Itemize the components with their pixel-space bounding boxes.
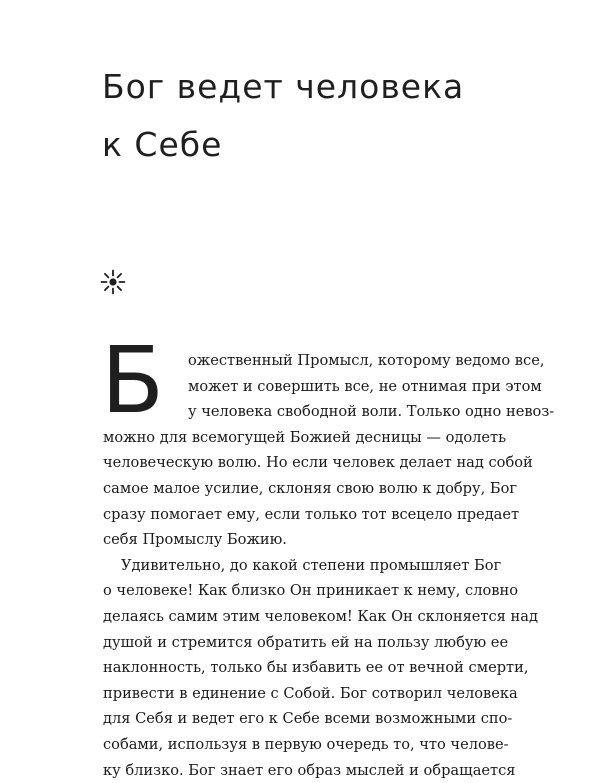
text-line: может и совершить все, не отнимая при этом <box>103 374 487 400</box>
text-line: сразу помогает ему, если только тот всецело предает <box>103 502 487 528</box>
chapter-title-line-2: к Себе <box>102 116 522 174</box>
drop-cap: Б <box>101 346 171 416</box>
text-line: у человека свободной воли. Только одно невоз- <box>103 399 487 425</box>
text-line: делаясь самим этим человеком! Как Он склоняется над <box>103 604 487 630</box>
text-line: собами, используя в первую очередь то, что челове- <box>103 732 487 758</box>
chapter-title <box>102 58 522 174</box>
text-line: привести в единение с Собой. Бог сотворил человека <box>103 681 487 707</box>
text-line: ку близко. Бог знает его образ мыслей и обращается <box>103 758 487 783</box>
text-line: для Себя и ведет его к Себе всеми возможными спо- <box>103 706 487 732</box>
text-line: себя Промыслу Божию. <box>103 527 487 553</box>
text-line: самое малое усилие, склоняя свою волю к добру, Бог <box>103 476 487 502</box>
text-line: человеческую волю. Но если человек делает над собой <box>103 450 487 476</box>
sun-ornament-icon <box>100 269 126 295</box>
chapter-title-line-1: Бог ведет человека <box>102 58 522 116</box>
text-line: ожественный Промысл, которому ведомо все, <box>103 348 487 374</box>
text-line: душой и стремится обратить ей на пользу любую ее <box>103 630 487 656</box>
body-text <box>103 348 487 783</box>
text-line: Удивительно, до какой степени промышляет Бог <box>103 553 487 579</box>
text-line: можно для всемогущей Божией десницы — одолеть <box>103 425 487 451</box>
text-line: наклонность, только бы избавить ее от вечной смерти, <box>103 655 487 681</box>
text-line: о человеке! Как близко Он приникает к нему, словно <box>103 578 487 604</box>
